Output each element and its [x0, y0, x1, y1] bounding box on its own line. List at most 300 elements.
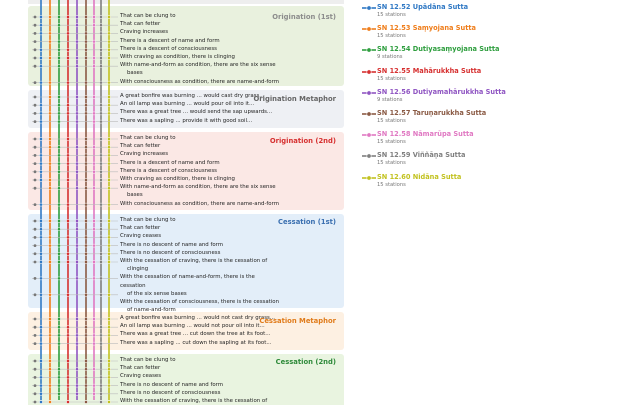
station-dot[interactable]	[75, 384, 78, 387]
station-dot[interactable]	[84, 203, 87, 206]
legend-item-sn-12-54[interactable]	[362, 44, 632, 62]
station-label: Craving ceases	[120, 233, 162, 240]
station-dot[interactable]	[39, 154, 42, 157]
station-dot[interactable]	[107, 244, 110, 247]
station-dot[interactable]	[48, 236, 51, 239]
station-label: A great bonfire was burning ... would not cast dry grass...	[120, 315, 275, 321]
station-dot[interactable]	[66, 203, 69, 206]
station-dot[interactable]	[107, 146, 110, 149]
station-dot[interactable]	[92, 228, 95, 231]
station-dot[interactable]	[66, 384, 69, 387]
station-dot[interactable]	[92, 317, 95, 320]
station-dot[interactable]	[75, 95, 78, 98]
station-dot[interactable]	[92, 334, 95, 337]
station-dot[interactable]	[57, 384, 60, 387]
legend-item-sn-12-59[interactable]	[362, 150, 632, 168]
station-label: There was a great tree ... would send the sap upwards...	[120, 109, 273, 116]
station-dot[interactable]	[66, 260, 69, 263]
section-title-origination-metaphor: Origination Metaphor	[253, 95, 336, 103]
station-dot[interactable]	[92, 40, 95, 43]
station-dot[interactable]	[84, 219, 87, 222]
legend-sutta-name	[377, 88, 506, 96]
station-dot[interactable]	[57, 65, 60, 68]
station-dot[interactable]	[107, 40, 110, 43]
station-label: An oil lamp was burning ... would pour oil into it...	[120, 101, 255, 108]
station-dot[interactable]	[99, 228, 102, 231]
station-dot[interactable]	[39, 112, 42, 115]
station-dot[interactable]	[92, 384, 95, 387]
station-dot[interactable]	[107, 187, 110, 190]
legend-sutta-name	[377, 109, 486, 117]
station-dot[interactable]	[39, 24, 42, 27]
station-dot[interactable]	[75, 244, 78, 247]
station-dot[interactable]	[84, 95, 87, 98]
section-title-cessation-2: Cessation (2nd)	[275, 358, 336, 366]
station-dot[interactable]	[92, 65, 95, 68]
station-dot[interactable]	[84, 400, 87, 403]
station-dot[interactable]	[99, 65, 102, 68]
station-dot[interactable]	[39, 236, 42, 239]
station-dot[interactable]	[107, 162, 110, 165]
station-dot[interactable]	[48, 146, 51, 149]
station-anchor	[34, 392, 37, 395]
station-dot[interactable]	[84, 81, 87, 84]
station-dot[interactable]	[84, 32, 87, 35]
station-dot[interactable]	[75, 15, 78, 18]
station-dot[interactable]	[48, 260, 51, 263]
station-dot[interactable]	[39, 203, 42, 206]
station-anchor	[34, 261, 37, 264]
station-dot[interactable]	[39, 260, 42, 263]
station-dot[interactable]	[66, 48, 69, 51]
station-dot[interactable]	[48, 178, 51, 181]
station-dot[interactable]	[57, 162, 60, 165]
station-dot[interactable]	[84, 317, 87, 320]
legend-item-sn-12-57[interactable]	[362, 108, 632, 126]
station-dot[interactable]	[84, 137, 87, 140]
station-dot[interactable]	[48, 81, 51, 84]
station-dot[interactable]	[99, 81, 102, 84]
station-dot[interactable]	[39, 104, 42, 107]
station-dot[interactable]	[66, 236, 69, 239]
station-anchor	[34, 48, 37, 51]
station-dot[interactable]	[107, 154, 110, 157]
station-dot[interactable]	[84, 293, 87, 296]
station-dot[interactable]	[75, 334, 78, 337]
station-dot[interactable]	[84, 334, 87, 337]
station-dot[interactable]	[39, 178, 42, 181]
station-dot[interactable]	[99, 359, 102, 362]
station-dot[interactable]	[48, 219, 51, 222]
station-dot[interactable]	[39, 376, 42, 379]
station-dot[interactable]	[92, 392, 95, 395]
station-dot[interactable]	[99, 277, 102, 280]
station-dot[interactable]	[92, 244, 95, 247]
station-dot[interactable]	[57, 104, 60, 107]
station-dot[interactable]	[48, 112, 51, 115]
station-dot[interactable]	[99, 154, 102, 157]
station-dot[interactable]	[84, 15, 87, 18]
station-dot[interactable]	[92, 170, 95, 173]
station-dot[interactable]	[75, 162, 78, 165]
station-dot[interactable]	[57, 203, 60, 206]
station-dot[interactable]	[75, 392, 78, 395]
station-dot[interactable]	[107, 260, 110, 263]
station-dot[interactable]	[84, 178, 87, 181]
station-dot[interactable]	[92, 56, 95, 59]
station-dot[interactable]	[107, 32, 110, 35]
station-dot[interactable]	[92, 368, 95, 371]
station-dot[interactable]	[39, 137, 42, 140]
station-dot[interactable]	[57, 56, 60, 59]
station-dot[interactable]	[107, 359, 110, 362]
legend-sutta-title: Nidāna Sutta	[412, 172, 462, 181]
section-title-cessation-1: Cessation (1st)	[278, 218, 336, 226]
station-dot[interactable]	[84, 112, 87, 115]
station-dot[interactable]	[92, 219, 95, 222]
legend-item-sn-12-52[interactable]	[362, 2, 632, 20]
legend-sutta-name	[377, 173, 461, 181]
station-dot[interactable]	[107, 56, 110, 59]
station-dot[interactable]	[84, 40, 87, 43]
station-dot[interactable]	[107, 368, 110, 371]
station-dot[interactable]	[99, 384, 102, 387]
legend-station-count: 9 stations	[377, 96, 403, 103]
station-dot[interactable]	[99, 392, 102, 395]
station-dot[interactable]	[66, 137, 69, 140]
station-dot[interactable]	[57, 317, 60, 320]
station-dot[interactable]	[75, 24, 78, 27]
station-dot[interactable]	[75, 120, 78, 123]
station-dot[interactable]	[39, 252, 42, 255]
station-dot[interactable]	[57, 252, 60, 255]
station-dot[interactable]	[39, 32, 42, 35]
legend-sutta-name	[377, 24, 476, 32]
station-dot[interactable]	[39, 65, 42, 68]
station-dot[interactable]	[39, 15, 42, 18]
station-dot[interactable]	[99, 170, 102, 173]
station-dot[interactable]	[57, 24, 60, 27]
station-dot[interactable]	[99, 334, 102, 337]
station-dot[interactable]	[39, 392, 42, 395]
station-dot[interactable]	[99, 236, 102, 239]
station-dot[interactable]	[57, 228, 60, 231]
station-dot[interactable]	[66, 15, 69, 18]
station-dot[interactable]	[66, 252, 69, 255]
station-dot[interactable]	[66, 154, 69, 157]
station-dot[interactable]	[66, 293, 69, 296]
station-dot[interactable]	[57, 95, 60, 98]
station-dot[interactable]	[99, 15, 102, 18]
station-anchor	[34, 40, 37, 43]
station-dot[interactable]	[57, 277, 60, 280]
station-dot[interactable]	[66, 400, 69, 403]
station-dot[interactable]	[99, 48, 102, 51]
station-dot[interactable]	[57, 154, 60, 157]
station-dot[interactable]	[39, 56, 42, 59]
station-dot[interactable]	[57, 40, 60, 43]
legend-sutta-code: SN 12.52	[377, 3, 411, 11]
station-dot[interactable]	[92, 112, 95, 115]
station-anchor	[34, 293, 37, 296]
station-dot[interactable]	[107, 384, 110, 387]
station-dot[interactable]	[75, 219, 78, 222]
station-dot[interactable]	[57, 368, 60, 371]
legend-sutta-code: SN 12.60	[377, 172, 411, 181]
station-dot[interactable]	[84, 187, 87, 190]
station-dot[interactable]	[107, 376, 110, 379]
station-dot[interactable]	[48, 15, 51, 18]
section-text-origination-1	[120, 12, 280, 86]
station-dot[interactable]	[48, 162, 51, 165]
legend-station-count: 15 stations	[377, 117, 406, 124]
station-dot[interactable]	[48, 40, 51, 43]
station-dot[interactable]	[66, 334, 69, 337]
station-anchor	[34, 154, 37, 157]
station-dot[interactable]	[99, 252, 102, 255]
station-dot[interactable]	[48, 95, 51, 98]
station-dot[interactable]	[66, 178, 69, 181]
station-dot[interactable]	[39, 48, 42, 51]
station-anchor	[34, 368, 37, 371]
station-dot[interactable]	[99, 24, 102, 27]
station-dot[interactable]	[66, 359, 69, 362]
legend-item-sn-12-56[interactable]	[362, 87, 632, 105]
station-dot[interactable]	[57, 187, 60, 190]
station-label: With craving as condition, there is clinging	[120, 176, 235, 183]
station-dot[interactable]	[84, 252, 87, 255]
station-dot[interactable]	[57, 376, 60, 379]
legend-line-icon	[362, 5, 376, 11]
station-dot[interactable]	[57, 170, 60, 173]
station-dot[interactable]	[107, 48, 110, 51]
station-dot[interactable]	[107, 252, 110, 255]
station-dot[interactable]	[39, 120, 42, 123]
station-dot[interactable]	[107, 326, 110, 329]
station-label: Craving ceases	[120, 373, 162, 380]
station-dot[interactable]	[39, 326, 42, 329]
station-dot[interactable]	[92, 342, 95, 345]
legend-item-sn-12-53[interactable]	[362, 23, 632, 41]
station-dot[interactable]	[84, 368, 87, 371]
station-dot[interactable]	[75, 260, 78, 263]
station-dot[interactable]	[107, 81, 110, 84]
station-dot[interactable]	[48, 56, 51, 59]
station-dot[interactable]	[75, 317, 78, 320]
station-dot[interactable]	[39, 162, 42, 165]
station-dot[interactable]	[57, 244, 60, 247]
station-dot[interactable]	[99, 137, 102, 140]
station-dot[interactable]	[57, 48, 60, 51]
station-dot[interactable]	[57, 334, 60, 337]
station-dot[interactable]	[39, 400, 42, 403]
station-dot[interactable]	[57, 146, 60, 149]
station-dot[interactable]	[84, 48, 87, 51]
station-dot[interactable]	[75, 368, 78, 371]
station-dot[interactable]	[48, 187, 51, 190]
station-label: An oil lamp was burning ... would not pour oil into it...	[120, 323, 265, 330]
station-dot[interactable]	[107, 334, 110, 337]
station-dot[interactable]	[107, 112, 110, 115]
station-dot[interactable]	[84, 236, 87, 239]
station-dot[interactable]	[66, 162, 69, 165]
station-dot[interactable]	[75, 146, 78, 149]
station-dot[interactable]	[48, 334, 51, 337]
station-dot[interactable]	[39, 170, 42, 173]
station-dot[interactable]	[84, 146, 87, 149]
station-dot[interactable]	[57, 326, 60, 329]
station-dot[interactable]	[57, 260, 60, 263]
legend-station-count: 9 stations	[377, 54, 403, 61]
legend-station-count: 15 stations	[377, 33, 406, 40]
station-dot[interactable]	[57, 392, 60, 395]
station-dot[interactable]	[39, 81, 42, 84]
station-dot[interactable]	[84, 326, 87, 329]
station-dot[interactable]	[66, 376, 69, 379]
legend-station-count: 15 stations	[377, 160, 406, 167]
station-dot[interactable]	[92, 162, 95, 165]
station-dot[interactable]	[57, 120, 60, 123]
station-dot[interactable]	[92, 95, 95, 98]
station-dot[interactable]	[92, 15, 95, 18]
station-dot[interactable]	[92, 187, 95, 190]
station-dot[interactable]	[39, 384, 42, 387]
station-dot[interactable]	[107, 15, 110, 18]
station-dot[interactable]	[99, 112, 102, 115]
station-dot[interactable]	[75, 277, 78, 280]
station-dot[interactable]	[66, 219, 69, 222]
station-dot[interactable]	[84, 244, 87, 247]
station-dot[interactable]	[66, 326, 69, 329]
legend-item-sn-12-58[interactable]	[362, 129, 632, 147]
station-dot[interactable]	[92, 277, 95, 280]
station-dot[interactable]	[99, 32, 102, 35]
legend-sutta-title: Saṃyojana Sutta	[412, 24, 476, 33]
station-dot[interactable]	[57, 112, 60, 115]
station-dot[interactable]	[39, 359, 42, 362]
station-dot[interactable]	[75, 65, 78, 68]
station-dot[interactable]	[84, 260, 87, 263]
legend-sutta-name	[377, 151, 465, 159]
station-dot[interactable]	[75, 56, 78, 59]
station-dot[interactable]	[107, 236, 110, 239]
station-dot[interactable]	[99, 376, 102, 379]
station-anchor	[34, 376, 37, 379]
station-dot[interactable]	[99, 342, 102, 345]
station-dot[interactable]	[48, 32, 51, 35]
station-dot[interactable]	[57, 219, 60, 222]
station-label: There is a descent of consciousness	[120, 45, 217, 52]
station-dot[interactable]	[39, 334, 42, 337]
section-text-cessation-2	[120, 356, 280, 405]
station-dot[interactable]	[84, 56, 87, 59]
station-dot[interactable]	[48, 384, 51, 387]
station-dot[interactable]	[75, 40, 78, 43]
station-dot[interactable]	[99, 326, 102, 329]
station-dot[interactable]	[99, 219, 102, 222]
section-title-origination-1: Origination (1st)	[272, 13, 336, 21]
legend-sutta-code: SN 12.57	[377, 108, 411, 117]
station-dot[interactable]	[84, 162, 87, 165]
station-dot[interactable]	[107, 95, 110, 98]
station-dot[interactable]	[84, 384, 87, 387]
legend-item-sn-12-55[interactable]	[362, 66, 632, 84]
station-dot[interactable]	[84, 154, 87, 157]
station-dot[interactable]	[75, 112, 78, 115]
station-dot[interactable]	[92, 24, 95, 27]
station-dot[interactable]	[99, 120, 102, 123]
station-dot[interactable]	[66, 81, 69, 84]
station-dot[interactable]	[84, 376, 87, 379]
station-dot[interactable]	[84, 104, 87, 107]
station-dot[interactable]	[99, 203, 102, 206]
station-dot[interactable]	[66, 32, 69, 35]
station-dot[interactable]	[39, 277, 42, 280]
legend-sutta-code: SN 12.56	[377, 87, 411, 96]
station-dot[interactable]	[75, 228, 78, 231]
station-dot[interactable]	[66, 112, 69, 115]
station-dot[interactable]	[99, 178, 102, 181]
station-dot[interactable]	[92, 146, 95, 149]
station-dot[interactable]	[75, 342, 78, 345]
station-dot[interactable]	[99, 293, 102, 296]
station-dot[interactable]	[107, 178, 110, 181]
station-dot[interactable]	[107, 104, 110, 107]
station-dot[interactable]	[75, 187, 78, 190]
station-dot[interactable]	[99, 104, 102, 107]
station-dot[interactable]	[107, 137, 110, 140]
station-dot[interactable]	[99, 400, 102, 403]
station-label: That can fetter	[120, 21, 161, 28]
station-dot[interactable]	[99, 162, 102, 165]
station-dot[interactable]	[99, 260, 102, 263]
station-dot[interactable]	[75, 170, 78, 173]
station-dot[interactable]	[39, 219, 42, 222]
station-dot[interactable]	[107, 317, 110, 320]
station-dot[interactable]	[39, 293, 42, 296]
station-dot[interactable]	[107, 293, 110, 296]
station-label: With the cessation of name-and-form, there is the cessation	[120, 274, 255, 289]
station-dot[interactable]	[107, 219, 110, 222]
station-dot[interactable]	[48, 137, 51, 140]
station-dot[interactable]	[66, 104, 69, 107]
station-dot[interactable]	[48, 244, 51, 247]
station-anchor	[34, 16, 37, 19]
station-dot[interactable]	[66, 56, 69, 59]
legend-item-sn-12-60[interactable]	[362, 172, 632, 190]
station-label: That can be clung to	[120, 135, 176, 141]
station-dot[interactable]	[57, 342, 60, 345]
legend-sutta-title: Upādāna Sutta	[412, 3, 469, 11]
station-dot[interactable]	[99, 56, 102, 59]
station-label: There is a descent of name and form	[120, 159, 220, 166]
station-dot[interactable]	[48, 359, 51, 362]
legend-sutta-title: Nāmarūpa Sutta	[412, 130, 474, 139]
station-dot[interactable]	[92, 260, 95, 263]
station-dot[interactable]	[39, 228, 42, 231]
station-dot[interactable]	[48, 317, 51, 320]
station-dot[interactable]	[48, 293, 51, 296]
station-dot[interactable]	[48, 368, 51, 371]
station-dot[interactable]	[39, 342, 42, 345]
station-dot[interactable]	[48, 400, 51, 403]
station-dot[interactable]	[107, 400, 110, 403]
station-dot[interactable]	[84, 359, 87, 362]
station-dot[interactable]	[107, 203, 110, 206]
station-dot[interactable]	[92, 120, 95, 123]
station-dot[interactable]	[57, 15, 60, 18]
top-strip	[28, 0, 344, 4]
